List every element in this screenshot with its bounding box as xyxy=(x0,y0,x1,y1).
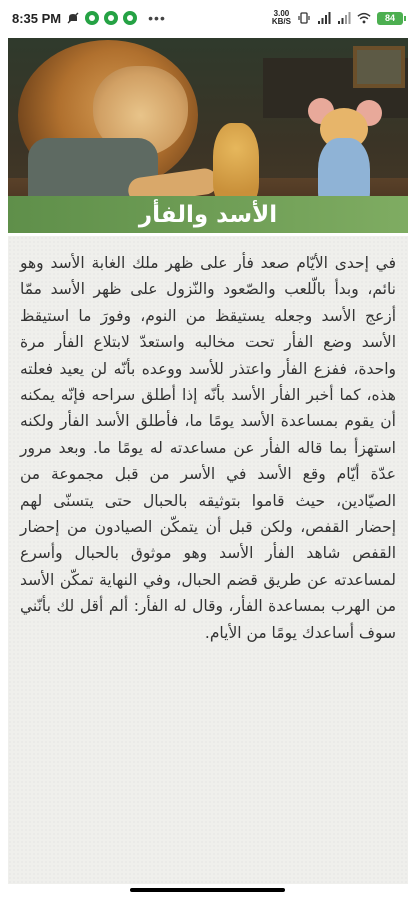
network-speed-unit: KB/S xyxy=(271,17,291,26)
battery-icon xyxy=(377,12,403,25)
status-right xyxy=(272,10,403,26)
wifi-icon xyxy=(357,11,371,25)
whatsapp-icon xyxy=(85,11,99,25)
signal-icon xyxy=(317,11,331,25)
network-speed-value: 3.00 xyxy=(273,9,290,18)
home-indicator[interactable] xyxy=(130,888,285,892)
signal-icon xyxy=(337,11,351,25)
status-bar xyxy=(0,0,415,36)
illustration-picture-frame xyxy=(353,46,405,88)
vibrate-icon xyxy=(297,11,311,25)
story-panel[interactable] xyxy=(8,236,408,884)
status-time: 8:35 PM xyxy=(12,10,62,26)
battery-level: 84 xyxy=(384,12,395,23)
story-body: في إحدى الأيّام صعد فأر على ظهر ملك الغابة الأسد وهو نائم، وبدأ بالّلعب والصّعود والنّزول على ظهر الأسد ممّا أزعج الأسد وجعله يستيقظ من النوم، وفورَ ما استيقظ الأسد وضع الفأر تحت مخالبه واستعدّ لابتلاع الفأر مرة واحدة، ففزع الفأر واعتذر للأسد ووعده بأنّه لن يعيد فعلته هذه، كما أخبر الفأر الأسد بأنّه إذا أطلق سراحه فإنّه يمكنه أن يقوم بمساعدة الأسد يومًا ما، فأطلق الأسد الفأر ولكنه استهزأ بما قاله الفأر عن مساعدته له يومًا ما. وبعد مرور عدّة أيّام وقع الأسد في الأسر من قبل مجموعة من الصيّادين، حيث قاموا بتوثيقه بالحبال حتى يتسنّى لهم إحضار القفص، ولكن قبل أن يتمكّن الصيادون من إحضار القفص شاهد الفأر الأسد وهو موثوق بالحبال وأسرع لمساعدته عن طريق قضم الحبال، وفي النهاية تمكّن الأسد من الهرب بمساعدة الفأر، وقال له الفأر: ألم أقل لك بأنّني سوف أساعدك يومًا من الأيام. xyxy=(20,254,396,642)
more-dots-icon: ••• xyxy=(148,10,166,26)
whatsapp-icon xyxy=(104,11,118,25)
mute-icon xyxy=(66,11,80,25)
navigation-bar xyxy=(0,884,415,900)
story-title: الأسد والفأر xyxy=(138,201,278,228)
whatsapp-icon xyxy=(123,11,137,25)
network-speed xyxy=(272,10,291,26)
story-title-bar xyxy=(8,196,408,233)
status-left xyxy=(12,10,166,26)
